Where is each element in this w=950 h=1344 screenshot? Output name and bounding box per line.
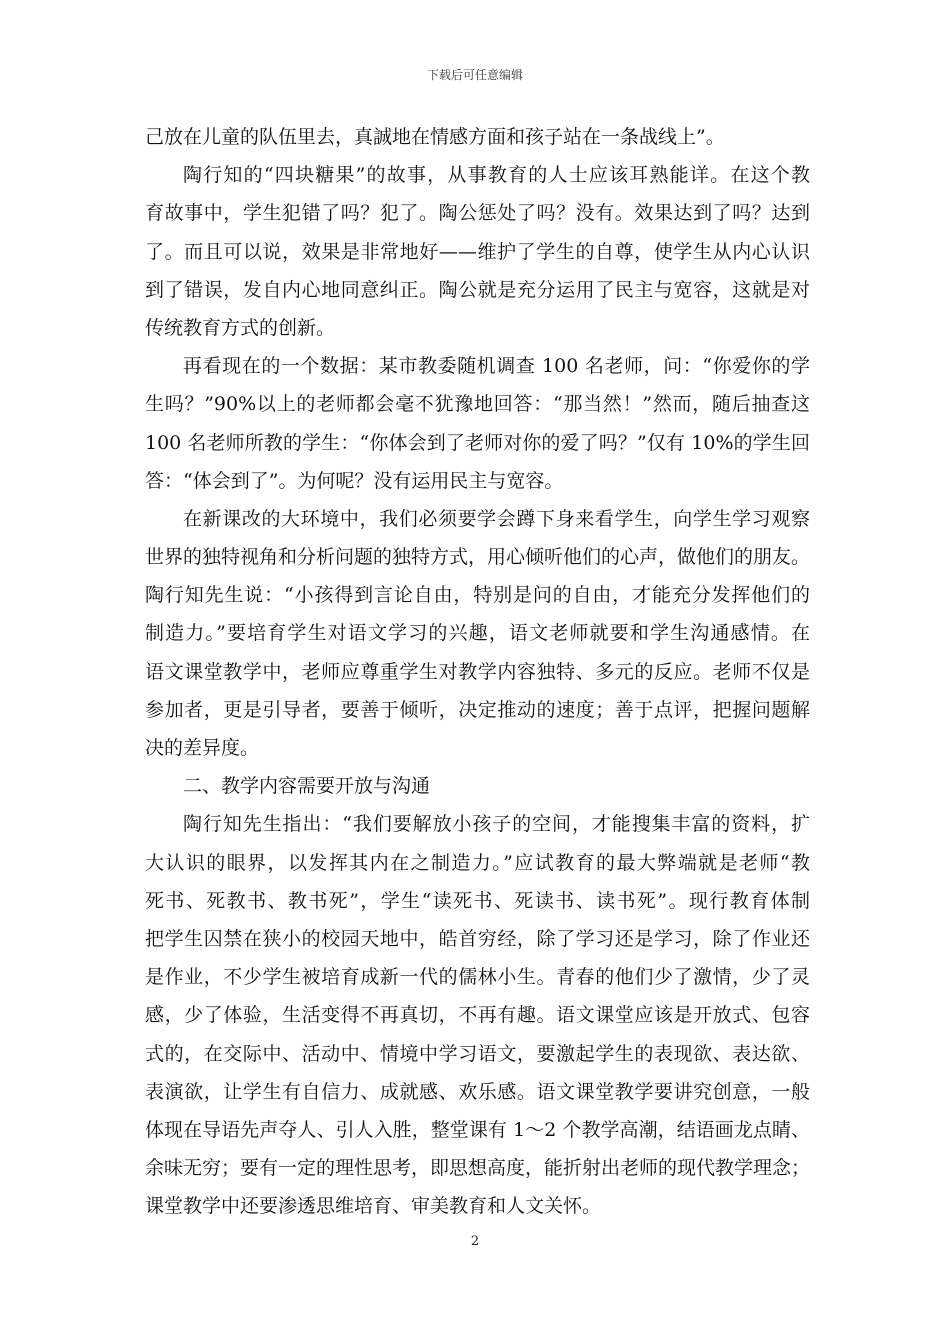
page-header: 下载后可任意编辑 <box>426 68 523 82</box>
text-line: 再看现在的一个数据：某市教委随机调查 100 名老师，问：“你爱你的学 <box>183 355 810 378</box>
text-line: 了。而且可以说，效果是非常地好——维护了学生的自尊，使学生从内心认识 <box>145 240 810 263</box>
text-line: 制造力。”要培育学生对语文学习的兴趣，语文老师就要和学生沟通感情。在 <box>145 622 810 645</box>
text-line: 参加者，更是引导者，要善于倾听，决定推动的速度；善于点评，把握问题解 <box>145 698 810 721</box>
text-line: 二、教学内容需要开放与沟通 <box>183 775 431 798</box>
text-line: 生吗？”90%以上的老师都会毫不犹豫地回答：“那当然！”然而，随后抽查这 <box>145 393 810 416</box>
text-line: 决的差异度。 <box>145 737 260 759</box>
text-line: 感，少了体验，生活变得不再真切，不再有趣。语文课堂应该是开放式、包容 <box>145 1004 810 1027</box>
text-line: 把学生囚禁在狭小的校园天地中，皓首穷经，除了学习还是学习，除了作业还 <box>145 927 810 950</box>
text-line: 语文课堂教学中，老师应尊重学生对教学内容独特、多元的反应。老师不仅是 <box>145 660 810 683</box>
text-line: 答：“体会到了”。为何呢？没有运用民主与宽容。 <box>145 469 564 492</box>
document-body <box>145 118 810 1225</box>
text-line: 陶行知先生说：“小孩得到言论自由，特别是问的自由，才能充分发挥他们的 <box>145 584 810 607</box>
text-line: 表演欲，让学生有自信力、成就感、欢乐感。语文课堂教学要讲究创意，一般 <box>145 1080 810 1103</box>
text-line: 世界的独特视角和分析问题的独特方式，用心倾听他们的心声，做他们的朋友。 <box>145 546 811 569</box>
text-line: 式的，在交际中、活动中、情境中学习语文，要激起学生的表现欲、表达欲、 <box>145 1042 810 1065</box>
text-line: 陶行知的“四块糖果”的故事，从事教育的人士应该耳熟能详。在这个教 <box>183 164 810 187</box>
text-line: 死书、死教书、教书死”，学生“读死书、死读书、读书死”。现行教育体制 <box>145 889 810 912</box>
text-line: 传统教育方式的创新。 <box>145 316 336 339</box>
text-line: 余味无穷；要有一定的理性思考，即思想高度，能折射出老师的现代教学理念； <box>145 1157 811 1180</box>
text-line: 到了错误，发自内心地同意纠正。陶公就是充分运用了民主与宽容，这就是对 <box>145 278 810 301</box>
text-line: 课堂教学中还要渗透思维培育、审美教育和人文关怀。 <box>145 1195 602 1218</box>
text-line: 大认识的眼界，以发挥其内在之制造力。”应试教育的最大弊端就是老师“教 <box>145 851 810 874</box>
text-line: 体现在导语先声夺人、引人入胜，整堂课有 1～2 个教学高潮，结语画龙点睛、 <box>145 1118 810 1141</box>
text-line: 陶行知先生指出：“我们要解放小孩子的空间，才能搜集丰富的资料，扩 <box>183 813 810 836</box>
page-number: 2 <box>470 1234 480 1249</box>
text-line: 育故事中，学生犯错了吗？犯了。陶公惩处了吗？没有。效果达到了吗？达到 <box>145 202 810 225</box>
text-line: 100 名老师所教的学生：“你体会到了老师对你的爱了吗？”仅有 10%的学生回 <box>145 431 810 454</box>
text-line: 在新课改的大环境中，我们必须要学会蹲下身来看学生，向学生学习观察 <box>183 507 810 530</box>
text-line: 己放在儿童的队伍里去，真誠地在情感方面和孩子站在一条战线上”。 <box>145 126 725 148</box>
text-line: 是作业，不少学生被培育成新一代的儒林小生。青春的他们少了激情，少了灵 <box>145 966 810 989</box>
